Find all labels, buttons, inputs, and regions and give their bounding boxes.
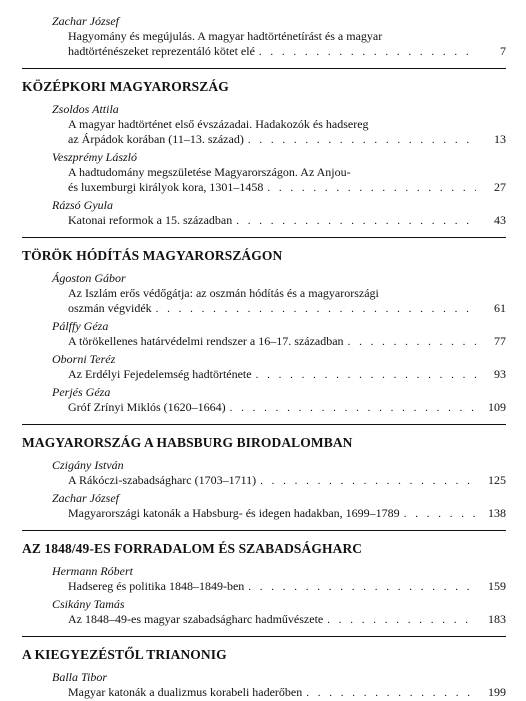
intro-entry	[22, 14, 506, 60]
toc-entry	[22, 385, 506, 416]
entry-author: Veszprémy László	[52, 150, 138, 164]
toc-entry	[22, 319, 506, 350]
page-number: 199	[488, 685, 506, 699]
dot-leader	[248, 580, 476, 595]
toc-entry	[22, 564, 506, 595]
section-title: A KIEGYEZÉSTŐL TRIANONIG	[22, 647, 227, 662]
entry-author: Rázsó Gyula	[52, 198, 113, 212]
page-number: 7	[500, 44, 506, 58]
page-number: 61	[494, 301, 506, 315]
page-number: 77	[494, 334, 506, 348]
dot-leader	[248, 133, 476, 148]
toc-entry	[22, 352, 506, 383]
toc-entry	[22, 198, 506, 229]
sections	[22, 79, 506, 701]
section-title: MAGYARORSZÁG A HABSBURG BIRODALOMBAN	[22, 435, 353, 450]
entry-title-line: az Árpádok korában (11–13. század)	[68, 132, 244, 146]
entry-title-line: Magyar katonák a dualizmus korabeli haderőben	[68, 685, 303, 699]
entry-author: Oborni Teréz	[52, 352, 116, 366]
entry-author: Balla Tibor	[52, 670, 108, 684]
entry-title-line: hadtörténészeket reprezentáló kötet elé	[68, 44, 255, 58]
page-number: 27	[494, 180, 506, 194]
entry-title-line: A magyar hadtörténet első évszázadai. Hadakozók és hadsereg	[68, 117, 369, 131]
entry-author: Pálffy Géza	[52, 319, 109, 333]
entry-author: Perjés Géza	[52, 385, 111, 399]
section-divider	[22, 424, 506, 425]
toc-entry	[22, 491, 506, 522]
toc-entry	[22, 670, 506, 701]
entry-author: Ágoston Gábor	[52, 271, 126, 285]
dot-leader	[256, 368, 476, 383]
entry-title-line: A hadtudomány megszületése Magyarországon. Az Anjou-	[68, 165, 351, 179]
page-number: 125	[488, 473, 506, 487]
entry-title-line: A törökellenes határvédelmi rendszer a 16–17. században	[68, 334, 344, 348]
section-divider	[22, 530, 506, 531]
entry-title-line: Hadsereg és politika 1848–1849-ben	[68, 579, 245, 593]
entry-author: Hermann Róbert	[52, 564, 133, 578]
section-title: AZ 1848/49-ES FORRADALOM ÉS SZABADSÁGHARC	[22, 541, 363, 556]
toc-entry	[22, 150, 506, 196]
page-number: 183	[488, 612, 506, 626]
dot-leader	[306, 686, 476, 701]
entry-title-line: Az Erdélyi Fejedelemség hadtörténete	[68, 367, 252, 381]
toc-entry	[22, 271, 506, 317]
dot-leader	[230, 401, 476, 416]
entry-title-line: Az Iszlám erős védőgátja: az oszmán hódítás és a magyarországi	[68, 286, 379, 300]
entry-author: Zachar József	[52, 14, 119, 28]
entry-author: Csikány Tamás	[52, 597, 125, 611]
entry-title-line: A Rákóczi-szabadságharc (1703–1711)	[68, 473, 257, 487]
entry-title-line: Magyarországi katonák a Habsburg- és idegen hadakban, 1699–1789	[68, 506, 400, 520]
dot-leader	[260, 474, 476, 489]
page-number: 93	[494, 367, 506, 381]
dot-leader	[236, 214, 476, 229]
entry-author: Zachar József	[52, 491, 119, 505]
page-number: 43	[494, 213, 506, 227]
page-number: 13	[494, 132, 506, 146]
page-number: 159	[488, 579, 506, 593]
toc-entry	[22, 597, 506, 628]
entry-title-line: Katonai reformok a 15. században	[68, 213, 233, 227]
section-title: TÖRÖK HÓDÍTÁS MAGYARORSZÁGON	[22, 248, 283, 263]
section-divider	[22, 237, 506, 238]
entry-title-line: Az 1848–49-es magyar szabadságharc hadművészete	[68, 612, 324, 626]
page-number: 109	[488, 400, 506, 414]
dot-leader	[259, 45, 476, 60]
dot-leader	[348, 335, 476, 350]
toc-entry	[22, 102, 506, 148]
toc-entry	[22, 458, 506, 489]
dot-leader	[156, 302, 476, 317]
section-divider	[22, 636, 506, 637]
dot-leader	[267, 181, 476, 196]
entry-title-line: és luxemburgi királyok kora, 1301–1458	[68, 180, 264, 194]
entry-title-line: Gróf Zrínyi Miklós (1620–1664)	[68, 400, 226, 414]
dot-leader	[404, 507, 476, 522]
page-number: 138	[488, 506, 506, 520]
section-divider	[22, 68, 506, 69]
entry-author: Zsoldos Attila	[52, 102, 119, 116]
entry-title-line: oszmán végvidék	[68, 301, 152, 315]
entry-title-line: Hagyomány és megújulás. A magyar hadtörténetírást és a magyar	[68, 29, 383, 43]
entry-author: Czigány István	[52, 458, 124, 472]
section-title: KÖZÉPKORI MAGYARORSZÁG	[22, 79, 229, 94]
dot-leader	[327, 613, 476, 628]
